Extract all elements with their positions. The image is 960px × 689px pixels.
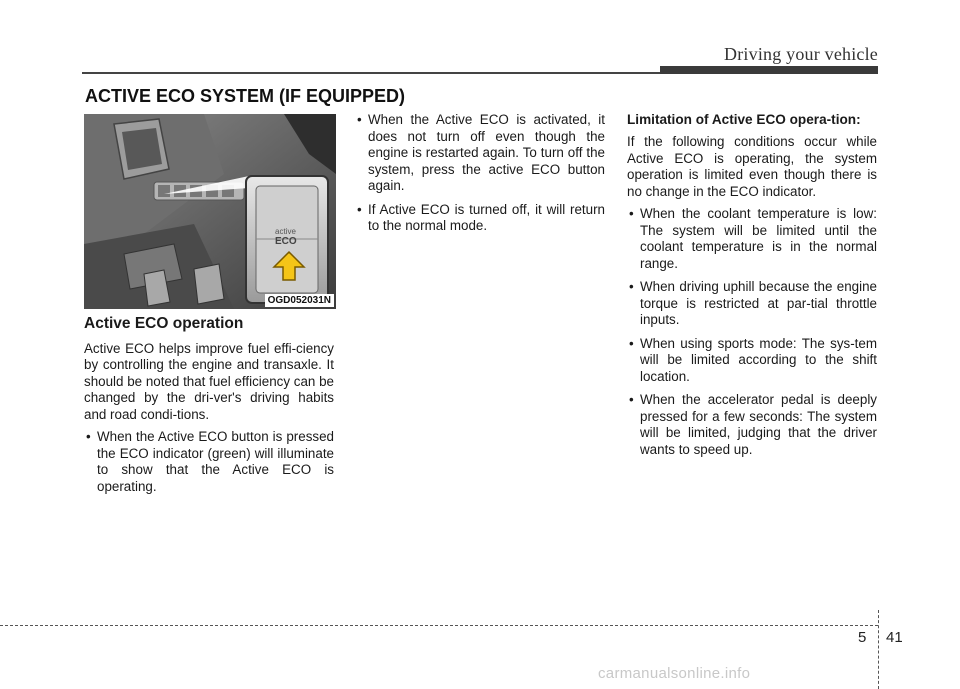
heading-limitation: Limitation of Active ECO opera-tion: [627,112,861,127]
list-item: • When the Active ECO is activated, it does not turn off even though the engine is restarted again. To turn off the system, press the active ECO button again. [355,112,605,195]
column-1 [84,316,334,502]
footer-divider [878,610,879,689]
column-3 [627,112,877,465]
limitation-paragraph: If the following conditions occur while Active ECO is operating, the system operation is limited even though there is no change in the ECO indicator. [627,134,877,199]
switch-label-eco: ECO [275,236,297,247]
heading-active-eco-operation: Active ECO operation [84,315,244,332]
chapter-number: 5 [858,629,867,646]
footer-rule [0,625,878,626]
list-item: • When the accelerator pedal is deeply pressed for a few seconds: The system will be limited, judging that the driver wants to speed up. [627,392,877,458]
arrow-up-icon [272,250,306,282]
col1-bullet-list [84,429,334,495]
header-rule-accent [660,66,878,74]
page-number: 41 [886,629,903,646]
list-item: • When driving uphill because the engine torque is restricted at par-tial throttle inputs. [627,279,877,329]
list-item: • If Active ECO is turned off, it will return to the normal mode. [355,202,605,235]
section-title: ACTIVE ECO SYSTEM (IF EQUIPPED) [85,86,406,106]
header-rule [82,72,662,74]
running-header: Driving your vehicle [724,44,878,64]
column-2 [355,112,605,242]
list-item: • When the coolant temperature is low: The system will be limited until the coolant temperature is in the normal range. [627,206,877,272]
watermark: carmanualsonline.info [598,665,751,682]
switch-label-active: active [275,227,296,236]
dashboard-photo [84,114,336,309]
col3-bullet-list [627,206,877,458]
col2-bullet-list [355,112,605,235]
list-item: • When the Active ECO button is pressed the ECO indicator (green) will illuminate to show that the Active ECO is operating. [84,429,334,495]
list-item: • When using sports mode: The sys-tem will be limited according to the shift location. [627,336,877,386]
figure-caption: OGD052031N [265,294,334,307]
intro-paragraph: Active ECO helps improve fuel effi-ciency by controlling the engine and transaxle. It should be noted that fuel efficiency can be changed by the dri-ver's driving habits and road condi-tions. [84,340,334,422]
